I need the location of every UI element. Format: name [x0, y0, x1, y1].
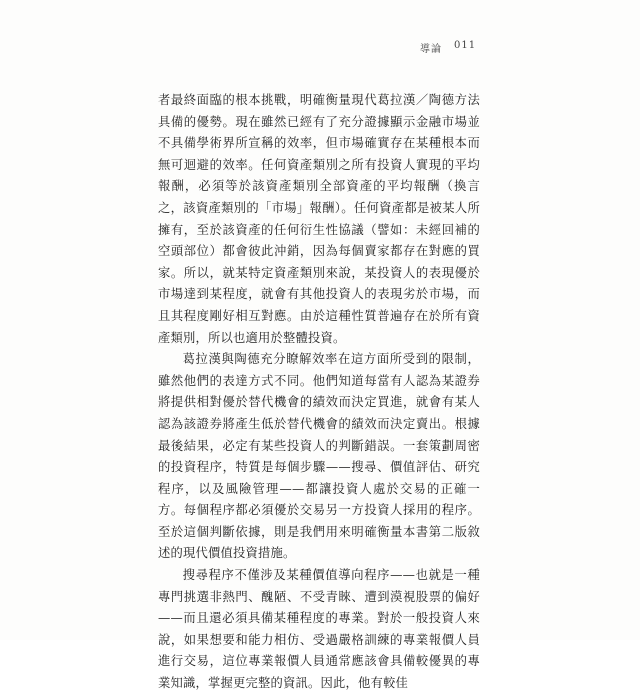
- paragraph: 搜尋程序不僅涉及某種價值導向程序——也就是一種專門挑選非熱門、醜陋、不受青睞、遭到漠視股票的偏好——而且還必須具備某種程度的專業。對於一般投資人來說，如果想要和能力相仿、受過嚴格訓練的專業報價人員進行交易，這位專業報價人員通常應該會具備較優異的專業知識，掌握更完整的資訊。因此，他有較佳: [158, 568, 480, 691]
- paragraph: 葛拉漢與陶德充分瞭解效率在這方面所受到的限制，雖然他們的表達方式不同。他們知道每當有人認為某證券將提供相對優於替代機會的績效而決定買進，就會有某人認為該證券將產生低於替代機會的績效而決定賣出。根據最後結果，必定有某些投資人的判斷錯誤。一套策劃周密的投資程序，特質是每個步驟——搜尋、價值評估、研究程序，以及風險管理——都讓投資人處於交易的正確一方。每個程序都必須優於交易另一方投資人採用的程序。至於這個判斷依據，則是我們用來明確衡量本書第二版敘述的現代價值投資措施。: [158, 352, 480, 561]
- body-text: [158, 90, 480, 695]
- section-title: 導論: [420, 44, 442, 55]
- page-number: 011: [454, 40, 477, 51]
- running-head: [420, 40, 476, 55]
- paragraph: 者最終面臨的根本挑戰，明確衡量現代葛拉漢／陶德方法具備的優勢。現在雖然已經有了充分證據顯示金融市場並不具備學術界所宣稱的效率，但市場確實存在某種根本而無可迴避的效率。任何資產類別之所有投資人實現的平均報酬，必須等於該資產類別全部資產的平均報酬（換言之，該資產類別的「市場」報酬）。任何資產都是被某人所擁有，至於該資產的任何衍生性協議（譬如：未經回補的空頭部位）都會彼此沖銷，因為每個賣家都存在對應的買家。所以，就某特定資產類別來說，某投資人的表現優於市場達到某程度，就會有其他投資人的表現劣於市場，而且其程度剛好相互對應。由於這種性質普遍存在於所有資產類別，所以也適用於整體投資。: [158, 93, 480, 345]
